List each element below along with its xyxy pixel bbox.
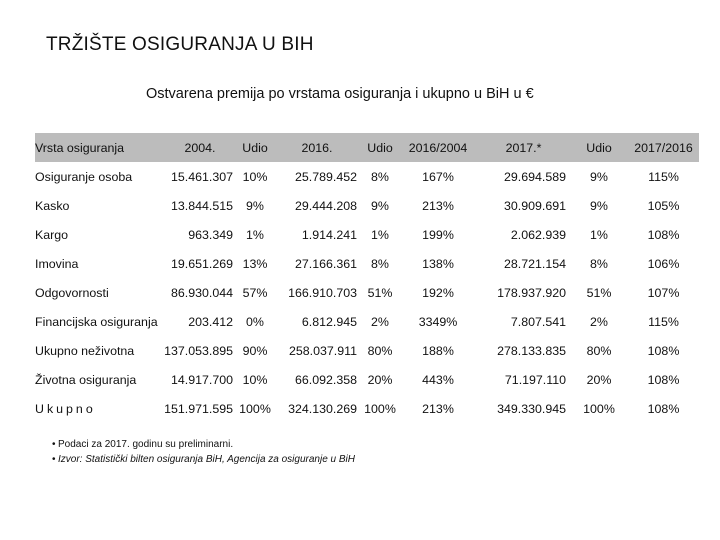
bullet-icon: • (52, 454, 56, 465)
table-row (35, 249, 699, 278)
table-row (35, 220, 699, 249)
header-cell: 2016/2004 (408, 140, 468, 155)
table-cell: 9% (246, 198, 264, 213)
table-cell: 137.053.895 (164, 343, 233, 358)
table-cell: 15.461.307 (170, 169, 233, 184)
footnote-text: Izvor: Statistički bilten osiguranja BiH, Agencija za osiguranje u BiH (58, 454, 355, 465)
header-cell: 2004. (184, 140, 216, 155)
table-row (35, 336, 699, 365)
table-row (35, 307, 699, 336)
table-cell: 115% (648, 169, 679, 184)
table-cell: 90% (242, 343, 268, 358)
table-cell: 3349% (418, 314, 458, 329)
table-cell: 10% (242, 169, 268, 184)
table-cell: 105% (647, 198, 680, 213)
header-cell: Udio (586, 140, 612, 155)
table-cell: 2.062.939 (510, 227, 566, 242)
table-cell: 258.037.911 (289, 343, 357, 358)
table-row (35, 278, 699, 307)
table-cell: 108% (647, 401, 680, 416)
table-row (35, 191, 699, 220)
table-cell: 80% (586, 343, 612, 358)
row-label: Kasko (35, 198, 70, 213)
table-cell: 100% (239, 401, 271, 416)
table-cell: 115% (648, 314, 679, 329)
table-cell: 107% (647, 285, 680, 300)
header-cell: 2017.* (505, 140, 542, 155)
premium-table (35, 133, 699, 423)
table-cell: 29.694.589 (503, 169, 566, 184)
table-cell: 30.909.691 (503, 198, 566, 213)
table-cell: 13% (242, 256, 268, 271)
table-cell: 6.812.945 (301, 314, 357, 329)
row-label: Osiguranje osoba (35, 169, 133, 184)
table-row (35, 162, 699, 191)
table-cell: 71.197.110 (504, 372, 566, 387)
table-cell: 20% (367, 372, 393, 387)
table-cell: 1.914.241 (301, 227, 357, 242)
table-cell: 963.349 (188, 227, 233, 242)
table-caption: Ostvarena premija po vrstama osiguranja i ukupno u BiH u € (146, 86, 534, 102)
table-cell: 0% (246, 314, 264, 329)
table-cell: 199% (422, 227, 454, 242)
table-cell: 20% (586, 372, 612, 387)
row-label: Financijska osiguranja (35, 314, 158, 329)
bullet-icon: • (52, 439, 56, 450)
table-cell: 278.133.835 (497, 343, 566, 358)
table-cell: 167% (422, 169, 454, 184)
table-cell: 27.166.361 (294, 256, 357, 271)
table-body (35, 162, 699, 423)
row-label: Životna osiguranja (35, 372, 137, 387)
table-cell: 213% (422, 198, 454, 213)
row-label: Ukupno (35, 401, 96, 416)
row-label: Ukupno neživotna (35, 343, 135, 358)
table-cell: 51% (586, 285, 612, 300)
header-cell: 2016. (301, 140, 333, 155)
table-cell: 178.937.920 (497, 285, 566, 300)
header-row (35, 133, 699, 162)
table-cell: 324.130.269 (288, 401, 357, 416)
table-cell: 1% (590, 227, 608, 242)
table-cell: 2% (590, 314, 608, 329)
table-cell: 100% (364, 401, 396, 416)
header-cell: 2017/2016 (634, 140, 693, 155)
table-cell: 213% (422, 401, 454, 416)
table-cell: 203.412 (188, 314, 233, 329)
table-cell: 151.971.595 (164, 401, 233, 416)
table-cell: 86.930.044 (170, 285, 233, 300)
table-cell: 7.807.541 (510, 314, 566, 329)
table-cell: 80% (367, 343, 393, 358)
table-cell: 57% (242, 285, 268, 300)
page-title: TRŽIŠTE OSIGURANJA U BIH (46, 34, 314, 55)
table-cell: 1% (246, 227, 264, 242)
table-cell: 25.789.452 (294, 169, 357, 184)
table-cell: 13.844.515 (170, 198, 233, 213)
table-cell: 19.651.269 (170, 256, 233, 271)
table-header (35, 133, 699, 162)
table-cell: 8% (590, 256, 608, 271)
footnote-preliminary (52, 437, 355, 452)
header-cell: Vrsta osiguranja (35, 140, 125, 155)
table-cell: 8% (371, 169, 389, 184)
row-label: Kargo (35, 227, 69, 242)
total-row (35, 394, 699, 423)
table-cell: 9% (371, 198, 389, 213)
row-label: Odgovornosti (35, 285, 109, 300)
table-cell: 108% (647, 227, 680, 242)
table-cell: 108% (647, 343, 680, 358)
table-cell: 138% (422, 256, 454, 271)
footnote-text: Podaci za 2017. godinu su preliminarni. (58, 439, 234, 450)
table-cell: 100% (583, 401, 615, 416)
table-cell: 28.721.154 (503, 256, 566, 271)
header-cell: Udio (242, 140, 268, 155)
table-cell: 66.092.358 (294, 372, 357, 387)
table-cell: 9% (590, 198, 608, 213)
table-cell: 108% (647, 372, 680, 387)
table-cell: 9% (590, 169, 608, 184)
table-cell: 192% (422, 285, 454, 300)
header-cell: Udio (367, 140, 393, 155)
table-cell: 14.917.700 (170, 372, 233, 387)
table-cell: 349.330.945 (497, 401, 566, 416)
table-cell: 51% (367, 285, 393, 300)
footnote-source (52, 452, 355, 467)
table-cell: 106% (647, 256, 680, 271)
table-cell: 29.444.208 (294, 198, 357, 213)
table-cell: 443% (422, 372, 454, 387)
footnotes (52, 437, 355, 467)
table-cell: 1% (371, 227, 389, 242)
table-cell: 2% (371, 314, 389, 329)
table-row (35, 365, 699, 394)
table-cell: 8% (371, 256, 389, 271)
table-cell: 166.910.703 (288, 285, 357, 300)
table-cell: 188% (422, 343, 454, 358)
table-cell: 10% (242, 372, 268, 387)
row-label: Imovina (35, 256, 79, 271)
